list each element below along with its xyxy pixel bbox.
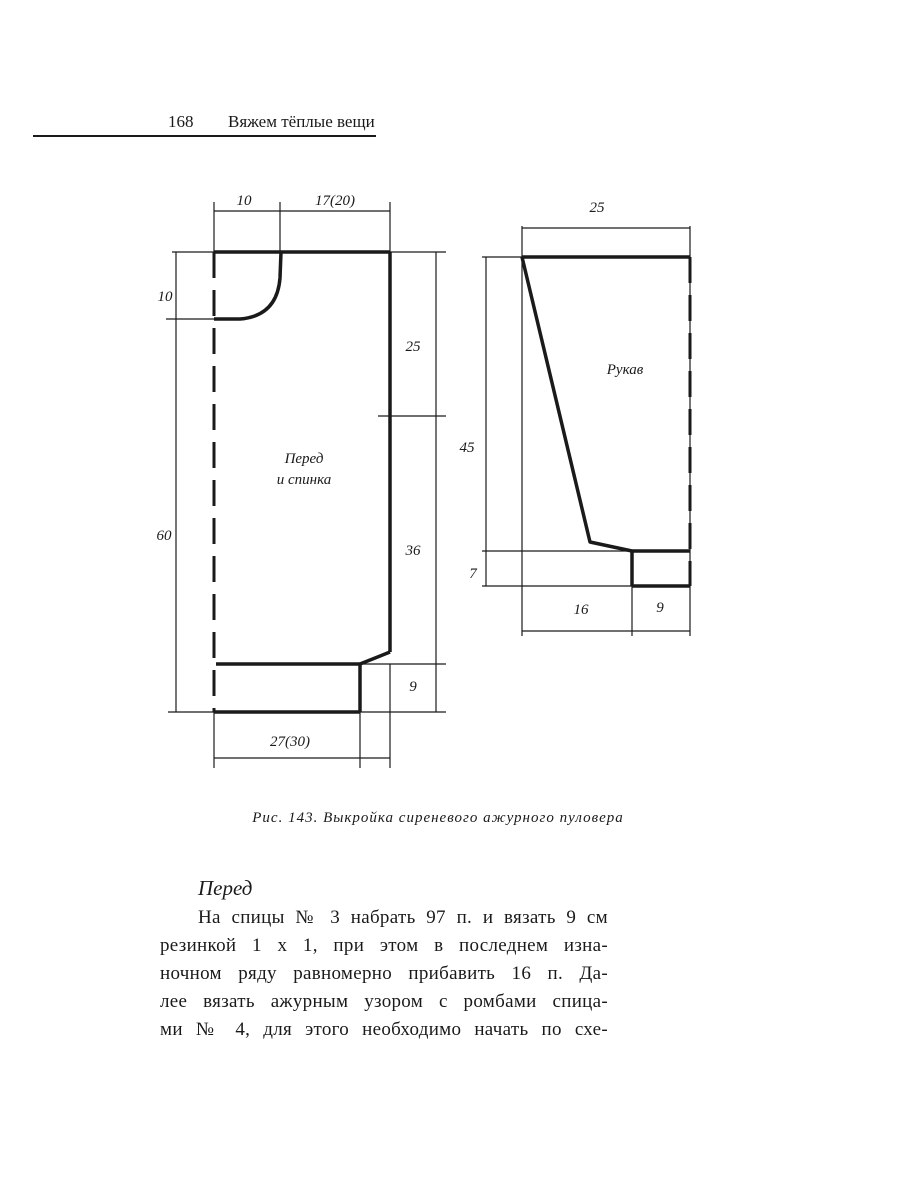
sleeve-dim-top-label: 25 <box>589 200 605 216</box>
body-line: лее вязать ажурным узором с ромбами спица- <box>160 991 608 1012</box>
side-taper-line <box>360 652 390 664</box>
body-line: На спицы № 3 набрать 97 п. и вязать 9 см <box>198 907 608 928</box>
sleeve-dim-cuff-label: 7 <box>469 566 477 582</box>
sleeve-dim-bottom-left-label: 16 <box>573 602 589 618</box>
dim-armhole-label: 25 <box>405 339 421 355</box>
body-paragraph <box>160 904 608 1044</box>
figure-caption: Рис. 143. Выкройка сиреневого ажурного пуловера <box>252 810 624 826</box>
sleeve-outline <box>522 257 690 586</box>
sleeve-dim-bottom-right-label: 9 <box>656 600 664 616</box>
neck-curve <box>214 252 281 319</box>
sleeve-dimension-lines <box>482 226 690 636</box>
sleeve-dim-height-label: 45 <box>459 440 475 456</box>
page-number: 168 <box>168 112 194 131</box>
dim-top-left-label: 10 <box>236 193 252 209</box>
sleeve-label: Рукав <box>606 362 644 378</box>
body-line: ми № 4, для этого необходимо начать по схе- <box>160 1019 608 1040</box>
dim-rib-label: 9 <box>409 679 417 695</box>
body-line: ночном ряду равномерно прибавить 16 п. Да- <box>160 963 608 984</box>
sleeve-slant-line <box>522 257 632 551</box>
running-title: Вяжем тёплые вещи <box>228 112 375 131</box>
front-back-pattern <box>157 193 447 768</box>
dim-side-label: 36 <box>405 543 421 559</box>
dim-top-right-label: 17(20) <box>315 193 355 209</box>
front-back-label-line2: и спинка <box>276 472 332 488</box>
front-back-label-line1: Перед <box>284 451 324 467</box>
body-line: резинкой 1 x 1, при этом в последнем изна- <box>160 935 608 956</box>
dim-bottom-label: 27(30) <box>270 734 310 750</box>
dim-total-height-label: 60 <box>156 528 172 544</box>
sleeve-pattern <box>460 200 691 636</box>
section-heading: Перед <box>198 876 253 900</box>
dim-neck-depth-label: 10 <box>157 289 173 305</box>
